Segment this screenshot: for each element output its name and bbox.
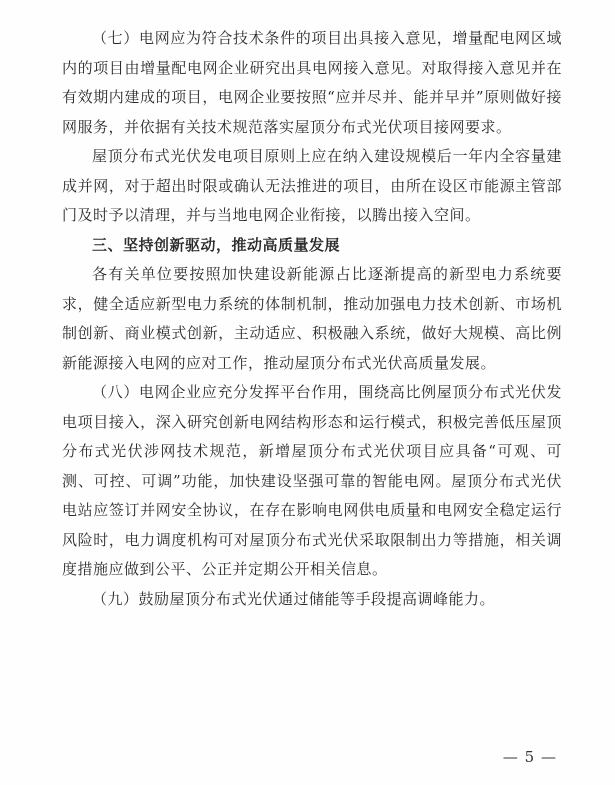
document-body (62, 24, 562, 614)
paragraph-9: （九）鼓励屋顶分布式光伏通过储能等手段提高调峰能力。 (92, 589, 496, 608)
paragraph-8: （八）电网企业应充分发挥平台作用，围绕高比例屋顶分布式光伏发电项目接入，深入研究创新电网结构形态和运行模式，积极完善低压屋顶分布式光伏涉网技术规范，新增屋顶分布式光伏项目应具备“可观、可测、可控、可调”功能，加快建设坚强可靠的智能电网。屋顶分布式光伏电站应签订并网安全协议，在存在影响电网供电质量和电网安全稳定运行风险时，电力调度机构可对屋顶分布式光伏采取限制出力等措施，相关调度措施应做到公平、公正并定期公开相关信息。 (62, 383, 562, 578)
paragraph-section-3-intro: 各有关单位要按照加快建设新能源占比逐渐提高的新型电力系统要求，健全适应新型电力系统的体制机制，推动加强电力技术创新、市场机制创新、商业模式创新，主动适应、积极融入系统，做好大规模、高比例新能源接入电网的应对工作，推动屋顶分布式光伏高质量发展。 (62, 265, 562, 372)
paragraph-grid-connection-deadline: 屋顶分布式光伏发电项目原则上应在纳入建设规模后一年内全容量建成并网，对于超出时限或确认无法推进的项目，由所在设区市能源主管部门及时予以清理，并与当地电网企业衔接，以腾出接入空间。 (62, 147, 562, 224)
paragraph-7: （七）电网应为符合技术条件的项目出具接入意见，增量配电网区域内的项目由增量配电网企业研究出具电网接入意见。对取得接入意见并在有效期内建成的项目，电网企业要按照“应并尽并、能并早并”原则做好接网服务，并依据有关技术规范落实屋顶分布式光伏项目接网要求。 (62, 29, 562, 136)
section-heading-3: 三、坚持创新驱动，推动高质量发展 (92, 235, 341, 254)
page-number: — 5 — (502, 748, 557, 766)
